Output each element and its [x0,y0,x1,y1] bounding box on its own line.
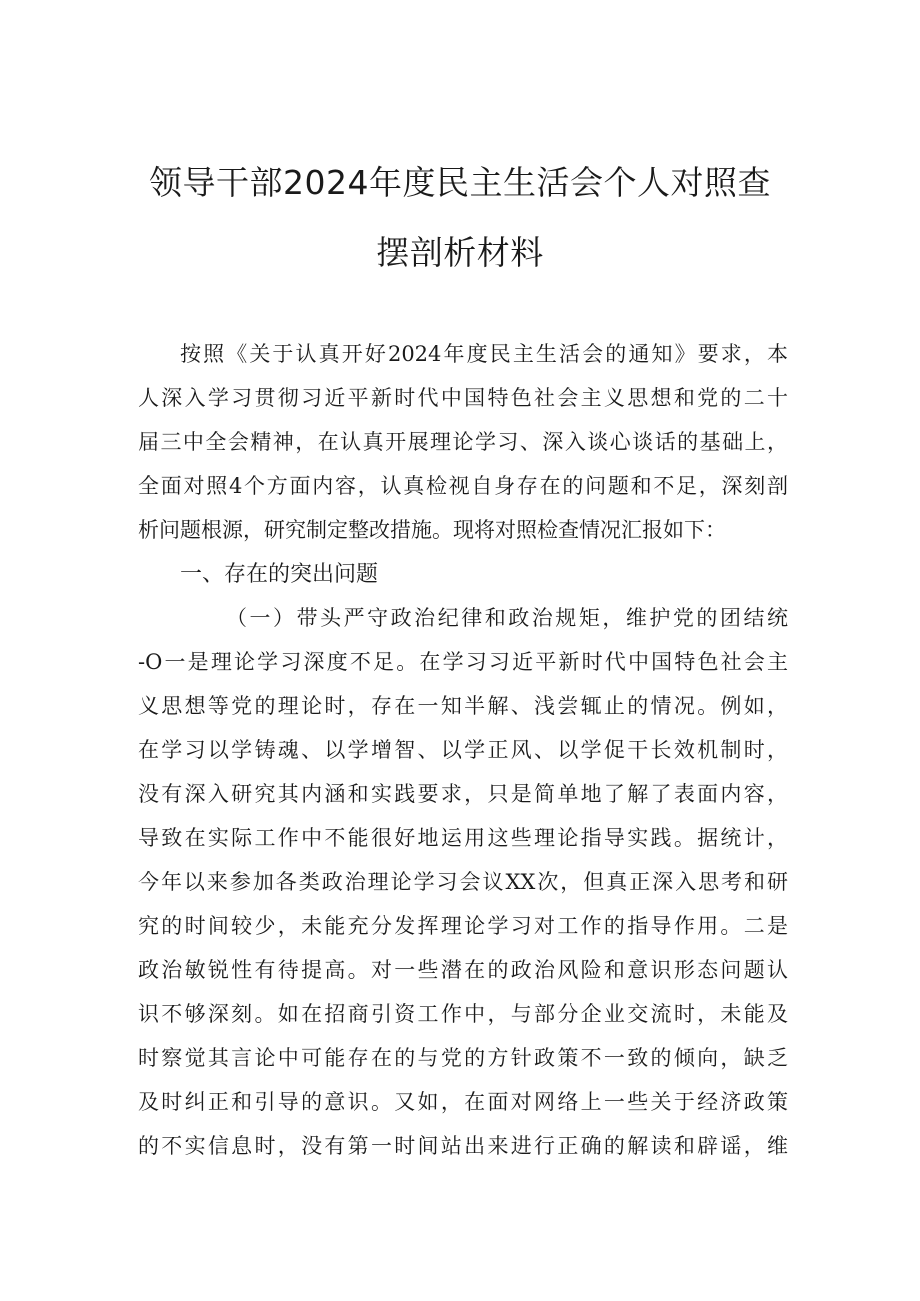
body-paragraph-line: 在学习以学铸魂、以学增智、以学正风、以学促干长效机制时， [138,738,788,762]
intro-paragraph-line: 析问题根源，研究制定整改措施。现将对照检查情况汇报如下： [138,518,726,542]
body-paragraph-line: 没有深入研究其内涵和实践要求，只是简单地了解了表面内容， [138,782,788,806]
intro-paragraph-line: 届三中全会精神，在认真开展理论学习、深入谈心谈话的基础上， [138,430,788,454]
body-paragraph-line: 时察觉其言论中可能存在的与党的方针政策不一致的倾向，缺乏 [138,1046,788,1070]
body-paragraph-line: 及时纠正和引导的意识。又如，在面对网络上一些关于经济政策 [138,1090,788,1114]
body-paragraph-line: 的不实信息时，没有第一时间站出来进行正确的解读和辟谣，维 [138,1134,788,1158]
intro-paragraph-line: 按照《关于认真开好2024年度民主生活会的通知》要求，本 [180,342,788,366]
body-paragraph-line: 政治敏锐性有待提高。对一些潜在的政治风险和意识形态问题认 [138,958,788,982]
subsection-heading: （一）带头严守政治纪律和政治规矩，维护党的团结统 [226,606,788,630]
intro-paragraph-line: 全面对照4个方面内容，认真检视自身存在的问题和不足，深刻剖 [138,474,788,498]
body-paragraph-line: -O一是理论学习深度不足。在学习习近平新时代中国特色社会主 [138,650,788,674]
body-paragraph-line: 识不够深刻。如在招商引资工作中，与部分企业交流时，未能及 [138,1002,788,1026]
body-paragraph-line: 究的时间较少，未能充分发挥理论学习对工作的指导作用。二是 [138,914,788,938]
section-heading: 一、存在的突出问题 [180,562,379,587]
body-paragraph-line: 今年以来参加各类政治理论学习会议XX次，但真正深入思考和研 [138,870,788,894]
body-paragraph-line: 导致在实际工作中不能很好地运用这些理论指导实践。据统计， [138,826,788,850]
document-title-line-1: 领导干部2024年度民主生活会个人对照查 [149,163,771,202]
document-title-line-2: 摆剖析材料 [376,233,544,272]
intro-paragraph-line: 人深入学习贯彻习近平新时代中国特色社会主义思想和党的二十 [138,386,788,410]
body-paragraph-line: 义思想等党的理论时，存在一知半解、浅尝辄止的情况。例如， [138,694,788,718]
